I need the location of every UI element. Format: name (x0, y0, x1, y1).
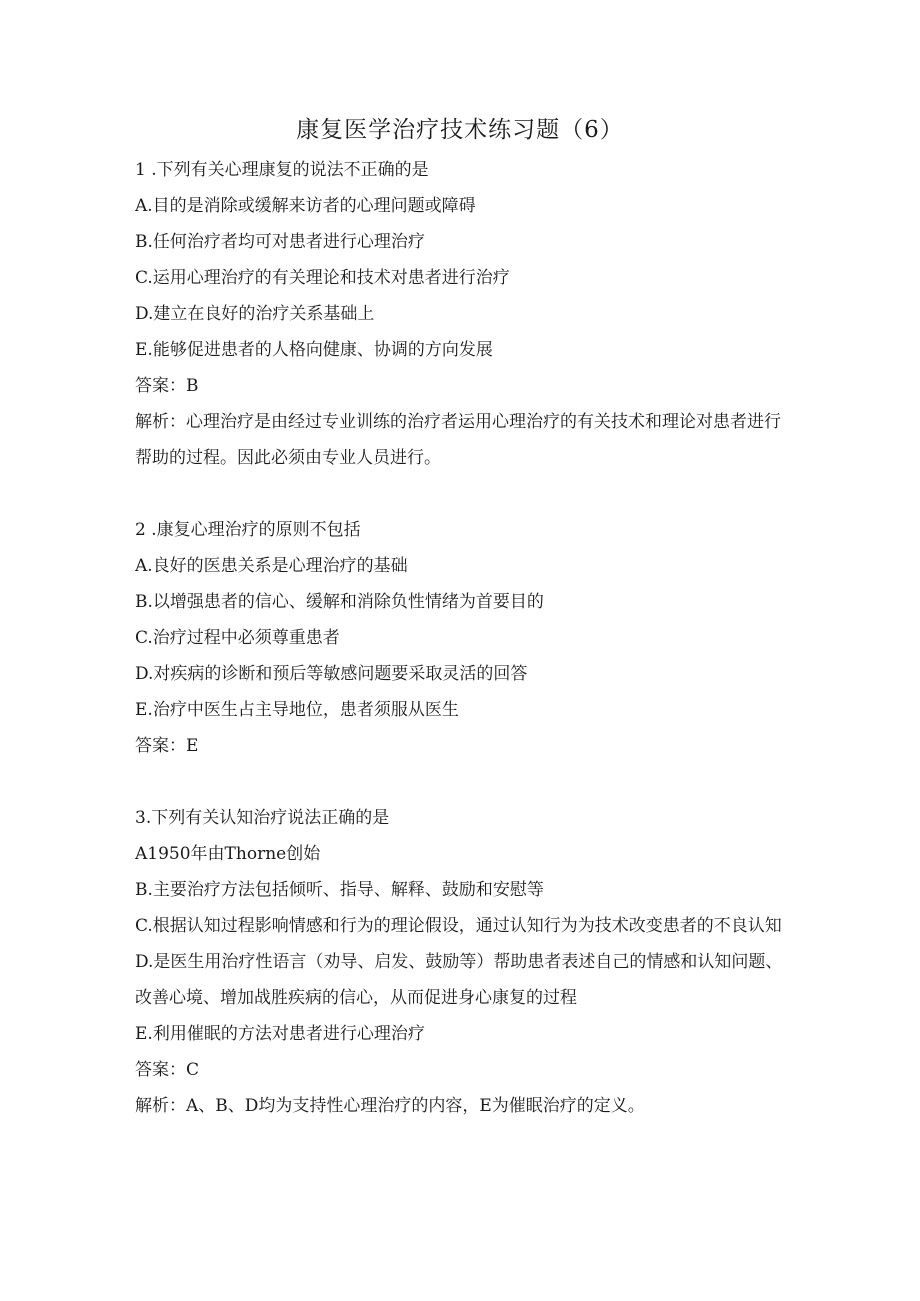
option-d: D.是医生用治疗性语言（劝导、启发、鼓励等）帮助患者表述自己的情感和认知问题、改善心境、增加战胜疾病的信心，从而促进身心康复的过程 (135, 952, 783, 1008)
question-stem: 2 .康复心理治疗的原则不包括 (135, 520, 361, 540)
question-2 (135, 512, 785, 764)
answer: 答案：C (135, 1060, 200, 1080)
option-b: B.主要治疗方法包括倾听、指导、解释、鼓励和安慰等 (135, 880, 544, 900)
option-c: C.根据认知过程影响情感和行为的理论假设，通过认知行为为技术改变患者的不良认知 (135, 916, 782, 936)
analysis: 解析：A、B、D均为支持性心理治疗的内容，E为催眠治疗的定义。 (135, 1096, 645, 1116)
option-e: E.利用催眠的方法对患者进行心理治疗 (135, 1024, 425, 1044)
spacer (135, 476, 785, 512)
option-e: E.能够促进患者的人格向健康、协调的方向发展 (135, 340, 493, 360)
option-a: A.良好的医患关系是心理治疗的基础 (135, 556, 408, 576)
answer: 答案：B (135, 376, 199, 396)
option-e: E.治疗中医生占主导地位，患者须服从医生 (135, 700, 459, 720)
option-c: C.运用心理治疗的有关理论和技术对患者进行治疗 (135, 268, 510, 288)
option-b: B.以增强患者的信心、缓解和消除负性情绪为首要目的 (135, 592, 544, 612)
option-a: A.目的是消除或缓解来访者的心理问题或障碍 (135, 196, 476, 216)
option-b: B.任何治疗者均可对患者进行心理治疗 (135, 232, 425, 252)
question-1 (135, 152, 785, 476)
question-stem: 3.下列有关认知治疗说法正确的是 (135, 808, 390, 828)
option-a: A1950年由Thorne创始 (135, 844, 321, 864)
analysis: 解析：心理治疗是由经过专业训练的治疗者运用心理治疗的有关技术和理论对患者进行帮助的过程。因此必须由专业人员进行。 (135, 412, 781, 468)
spacer (135, 764, 785, 800)
answer: 答案：E (135, 736, 199, 756)
option-d: D.建立在良好的治疗关系基础上 (135, 304, 375, 324)
question-3 (135, 800, 785, 1124)
document-title: 康复医学治疗技术练习题（6） (296, 117, 624, 143)
option-d: D.对疾病的诊断和预后等敏感问题要采取灵活的回答 (135, 664, 528, 684)
document-body (135, 152, 785, 1124)
question-stem: 1 .下列有关心理康复的说法不正确的是 (135, 160, 429, 180)
option-c: C.治疗过程中必须尊重患者 (135, 628, 340, 648)
